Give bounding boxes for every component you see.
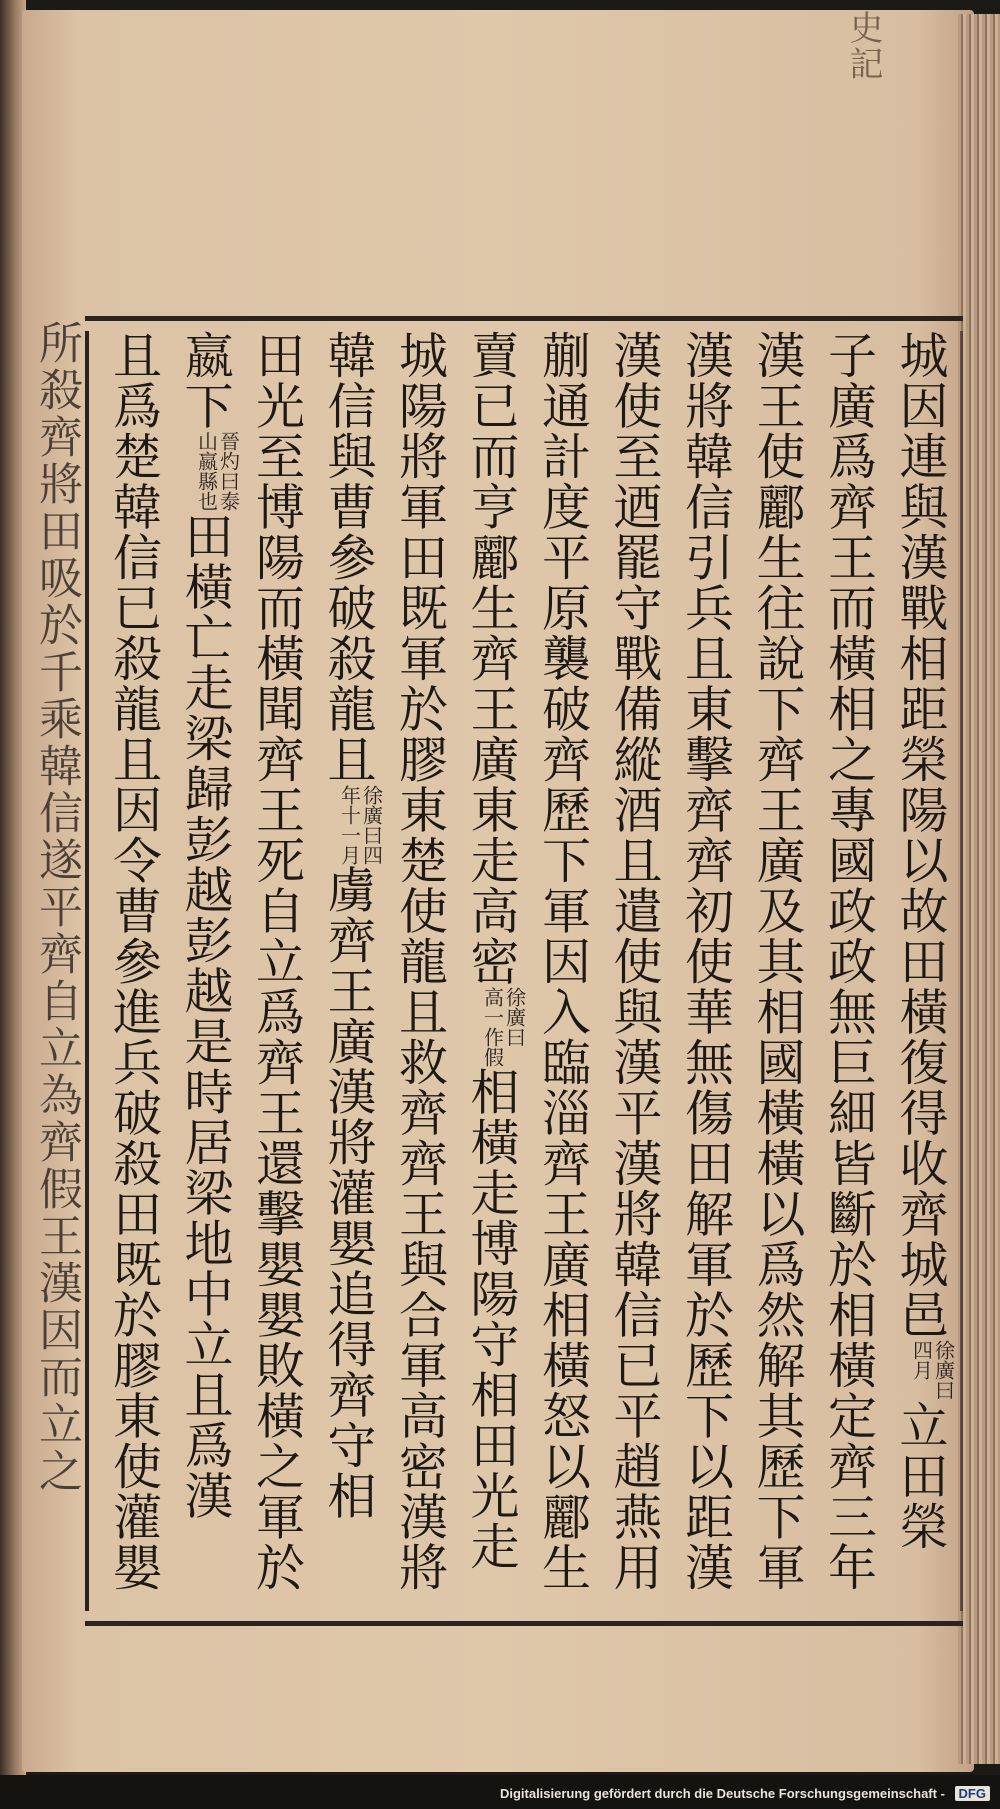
footer-credit-text: Digitalisierung gefördert durch die Deutsche Forschungsgemeinschaft - xyxy=(499,1786,945,1801)
column-text-tail: 相橫走博陽守相田光走 xyxy=(463,1066,520,1572)
column-text: 田光至博陽而橫聞齊王死自立爲齊王還擊嬰嬰敗橫之軍於 xyxy=(248,330,306,1593)
outer-column: 所殺齊將田吸於千乘韓信遂平齊自立為齊假王漢因而立之 xyxy=(31,320,82,1495)
text-column xyxy=(313,330,385,1608)
column-text: 子廣爲齊王而橫相之專國政政無巨細皆斷於相橫定齊三年 xyxy=(820,330,878,1593)
footer-bar xyxy=(0,1775,1000,1809)
note-line: 高一作假 xyxy=(480,986,505,1067)
column-text: 嬴下 xyxy=(177,330,234,431)
text-column xyxy=(599,330,671,1608)
column-text-tail: 田橫亡走梁歸彭越彭越是時居梁地中立且爲漢 xyxy=(177,511,234,1521)
running-head: 史記 xyxy=(843,10,883,82)
column-text-tail: 立田榮 xyxy=(892,1400,949,1552)
commentary-note xyxy=(482,987,526,1067)
text-column xyxy=(742,330,814,1608)
column-text: 漢使至迺罷守戰備縱酒且遣使與漢平漢將韓信已平趙燕用 xyxy=(606,330,663,1593)
text-column xyxy=(885,330,957,1608)
page-edges xyxy=(958,14,1000,1764)
column-text: 漢將韓信引兵且東擊齊齊初使華無傷田解軍於歷下以距漢 xyxy=(677,330,735,1593)
note-line: 四月 xyxy=(909,1340,934,1380)
text-column xyxy=(98,330,170,1608)
column-text: 漢王使酈生往說下齊王廣及其相國橫橫以爲然解其歷下軍 xyxy=(749,330,806,1593)
commentary-note xyxy=(911,1340,955,1400)
commentary-note xyxy=(339,785,383,865)
column-text: 韓信與曹參破殺龍且 xyxy=(320,330,377,785)
column-text: 賣已而亨酈生齊王廣東走高密 xyxy=(463,330,520,987)
note-line: 徐廣曰四 xyxy=(359,784,384,865)
note-line: 徐廣曰 xyxy=(931,1340,956,1400)
text-column xyxy=(670,330,742,1608)
column-text: 且爲楚韓信已殺龍且因令曹參進兵破殺田既於膠東使灌嬰 xyxy=(105,330,163,1593)
text-column xyxy=(527,330,599,1608)
text-column xyxy=(170,330,242,1608)
main-text-block xyxy=(92,330,956,1608)
note-line: 年十一月 xyxy=(337,784,362,865)
column-text: 城陽將軍田既軍於膠東楚使龍且救齊齊王與合軍高密漢將 xyxy=(391,330,449,1593)
note-line: 山嬴縣也 xyxy=(194,431,219,511)
footer-credit xyxy=(500,1786,990,1801)
text-column xyxy=(456,330,528,1608)
note-line: 徐廣曰 xyxy=(502,986,527,1047)
commentary-note xyxy=(196,431,240,511)
column-text: 蒯通計度平原襲破齊歷下軍因入臨淄齊王廣相橫怒以酈生 xyxy=(534,330,592,1593)
text-column xyxy=(384,330,456,1608)
column-text: 城因連與漢戰相距榮陽以故田橫復得收齊城邑 xyxy=(892,330,949,1340)
text-column xyxy=(241,330,313,1608)
text-column xyxy=(813,330,885,1608)
column-text-tail: 虜齊王廣漢將灌嬰追得齊守相 xyxy=(320,864,377,1521)
dfg-logo: DFG xyxy=(955,1786,990,1801)
note-line: 晉灼曰泰 xyxy=(216,431,241,511)
